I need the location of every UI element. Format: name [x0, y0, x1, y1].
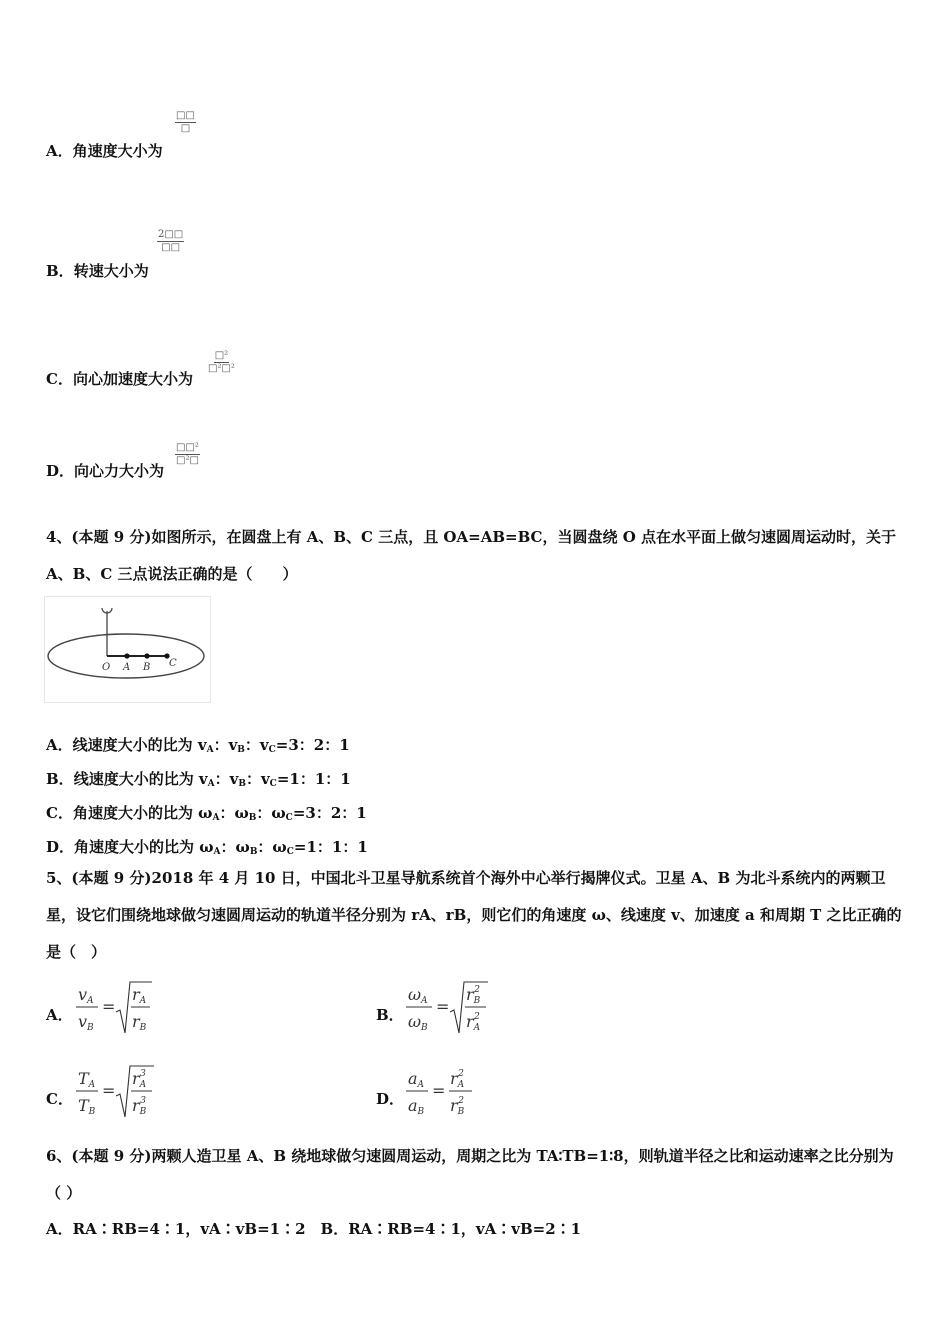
lhs-denominator: a: [408, 1096, 418, 1115]
q3-option-c-formula: [208, 350, 235, 375]
sub-b: B: [248, 813, 257, 823]
power: 3: [140, 1069, 146, 1079]
lhs-denominator: ω: [408, 1012, 422, 1031]
sub-a: A: [139, 996, 147, 1006]
q4-stem: 4、(本题 9 分)如图所示，在圆盘上有 A、B、C 三点，且 OA=AB=BC，当圆盘绕 O 点在水平面上做匀速圆周运动时，关于 A、B、C 三点说法正确的是（ ）: [46, 528, 897, 583]
option-label: C．: [46, 804, 73, 822]
sub-a: A: [473, 1023, 481, 1033]
lhs-numerator: v: [78, 985, 88, 1004]
option-sep: ：v: [213, 736, 238, 754]
option-ratio: =1：1：1: [293, 838, 368, 856]
q5-option-c[interactable]: C．: [46, 1090, 73, 1108]
option-ratio: =1：1：1: [276, 770, 351, 788]
q3-option-d[interactable]: [46, 460, 164, 481]
q6-options-line[interactable]: A．RA∶RB=4∶1，vA∶vB=1∶2 B．RA∶RB=4∶1，vA∶vB=2∶1: [46, 1220, 582, 1238]
svg-text:=: =: [102, 997, 116, 1016]
svg-text:rB3: [132, 1096, 147, 1117]
option-label: B．: [46, 770, 74, 788]
rhs-denominator: r: [466, 1012, 474, 1031]
label-a: A: [123, 662, 131, 673]
q3-option-b-formula: [157, 229, 184, 254]
svg-text:rB2: [450, 1096, 465, 1117]
label-c: C: [169, 658, 177, 669]
option-sep: ：ω: [220, 838, 250, 856]
sub-a: A: [421, 996, 428, 1006]
svg-text:rA2: [450, 1069, 465, 1090]
formula-numerator: 2□□: [158, 229, 184, 240]
q4-option-b[interactable]: [46, 768, 351, 789]
rhs-denominator: r: [132, 1012, 140, 1031]
power: 2: [458, 1096, 465, 1106]
rhs-numerator: r: [450, 1069, 458, 1088]
option-label: D．: [46, 462, 75, 480]
lhs-numerator: a: [408, 1069, 418, 1088]
sub-b: B: [417, 1107, 425, 1117]
sub-a: A: [88, 1080, 96, 1090]
option-label: B．: [46, 262, 74, 280]
lhs-denominator: T: [78, 1096, 89, 1115]
label-b: B: [143, 662, 151, 673]
option-label: A．: [46, 142, 73, 160]
option-text: 向心加速度大小为: [72, 370, 193, 388]
option-sep: ：v: [245, 770, 270, 788]
power: 2: [474, 985, 481, 995]
label-o: O: [102, 662, 111, 673]
sub-c: C: [285, 813, 293, 823]
q3-option-a[interactable]: [46, 140, 163, 161]
option-label: A．: [46, 736, 73, 754]
power: 3: [140, 1096, 147, 1106]
option-text: 角速度大小的比为 ω: [72, 804, 213, 822]
sub-b: B: [238, 779, 246, 789]
q3-option-a-formula: [175, 110, 196, 135]
sub-b: B: [457, 1107, 465, 1117]
svg-text:rA2: [466, 1012, 481, 1033]
option-ratio: =3：2：1: [275, 736, 350, 754]
svg-text:TB: [78, 1096, 96, 1117]
svg-text:TA: [78, 1069, 96, 1090]
q6-stem: 6、(本题 9 分)两颗人造卫星 A、B 绕地球做匀速圆周运动，周期之比为 TA∶TB=1∶8，则轨道半径之比和运动速率之比分别为（ ）: [46, 1147, 894, 1202]
svg-text:vB: [78, 1012, 94, 1033]
sub-b: B: [88, 1107, 96, 1117]
sub-a: A: [206, 745, 214, 755]
svg-text:vA: [78, 985, 94, 1006]
q5-option-a[interactable]: A．: [46, 1006, 73, 1024]
q4-figure-disk: [44, 596, 212, 704]
option-label: D．: [46, 838, 75, 856]
lhs-numerator: ω: [408, 985, 422, 1004]
option-sep: ：ω: [256, 804, 286, 822]
option-text: 角速度大小的比为 ω: [74, 838, 214, 856]
option-label: C．: [46, 370, 73, 388]
option-sep: ：ω: [257, 838, 287, 856]
sub-c: C: [268, 745, 276, 755]
lhs-numerator: T: [78, 1069, 89, 1088]
q5-option-c-formula: [74, 1060, 166, 1122]
point-b: [144, 653, 149, 658]
rhs-denominator: r: [450, 1096, 458, 1115]
formula-denominator: □□: [161, 242, 181, 253]
sub-a: A: [207, 779, 215, 789]
sub-c: C: [269, 779, 277, 789]
svg-text:ωA: [408, 985, 428, 1006]
q3-option-d-formula: [175, 442, 200, 467]
sub-a: A: [139, 1080, 147, 1090]
formula-numerator: □□²: [176, 442, 199, 453]
point-a: [124, 653, 129, 658]
rhs-numerator: r: [132, 985, 140, 1004]
svg-text:rA: [132, 985, 147, 1006]
sub-b: B: [87, 1023, 94, 1033]
q5-option-d-formula: [404, 1060, 484, 1122]
formula-denominator: □: [180, 123, 191, 134]
q5-stem: 5、(本题 9 分)2018 年 4 月 10 日，中国北斗卫星导航系统首个海外中心举行揭牌仪式。卫星 A、B 为北斗系统内的两颗卫星，设它们围绕地球做匀速圆周运动的轨道半径分别为 rA、rB，则它们的角速度 ω、线速度 v、加速度 a 和周期 T 之比正确的是（ ）: [46, 869, 902, 961]
svg-text:aA: [408, 1069, 425, 1090]
q5-option-d[interactable]: D．: [376, 1090, 405, 1108]
svg-text:rA3: [132, 1069, 147, 1090]
svg-text:rB2: [466, 985, 481, 1006]
formula-numerator: □□: [176, 110, 195, 121]
sub-a: A: [457, 1080, 465, 1090]
lhs-denominator: v: [78, 1012, 88, 1031]
q4-option-a[interactable]: [46, 734, 350, 755]
option-text: 线速度大小的比为 v: [72, 736, 207, 754]
sub-b: B: [421, 1023, 428, 1033]
option-text: 线速度大小的比为 v: [73, 770, 208, 788]
sub-a: A: [87, 996, 94, 1006]
sub-a: A: [417, 1080, 425, 1090]
svg-text:rB: [132, 1012, 147, 1033]
formula-denominator: □²□²: [208, 363, 235, 374]
rhs-numerator: r: [132, 1069, 140, 1088]
q5-option-b-formula: [404, 976, 500, 1038]
svg-text:=: =: [102, 1081, 116, 1100]
sub-c: C: [286, 847, 294, 857]
sub-a: A: [212, 813, 220, 823]
q3-option-b[interactable]: [46, 260, 149, 281]
power: 2: [458, 1069, 464, 1079]
option-text: 角速度大小为: [72, 142, 163, 160]
sub-b: B: [139, 1023, 147, 1033]
formula-denominator: □²□: [176, 455, 199, 466]
sub-b: B: [237, 745, 245, 755]
option-text: 向心力大小为: [74, 462, 165, 480]
sub-a: A: [213, 847, 221, 857]
option-sep: ：v: [244, 736, 269, 754]
option-sep: ：ω: [219, 804, 249, 822]
q5-option-b[interactable]: B．: [376, 1006, 404, 1024]
option-sep: ：v: [214, 770, 239, 788]
q4-option-d[interactable]: [46, 836, 368, 857]
q4-option-c[interactable]: [46, 802, 367, 823]
rhs-numerator: r: [466, 985, 474, 1004]
svg-text:=: =: [436, 997, 450, 1016]
option-text: 转速大小为: [73, 262, 149, 280]
svg-text:aB: [408, 1096, 425, 1117]
q3-option-c[interactable]: [46, 368, 193, 389]
sub-b: B: [139, 1107, 147, 1117]
power: 2: [474, 1012, 480, 1022]
svg-text:=: =: [432, 1081, 446, 1100]
formula-numerator: □²: [214, 350, 229, 361]
q5-option-a-formula: [74, 976, 164, 1038]
sub-b: B: [473, 996, 481, 1006]
svg-text:ωB: [408, 1012, 428, 1033]
sub-b: B: [249, 847, 258, 857]
option-ratio: =3：2：1: [292, 804, 367, 822]
rhs-denominator: r: [132, 1096, 140, 1115]
